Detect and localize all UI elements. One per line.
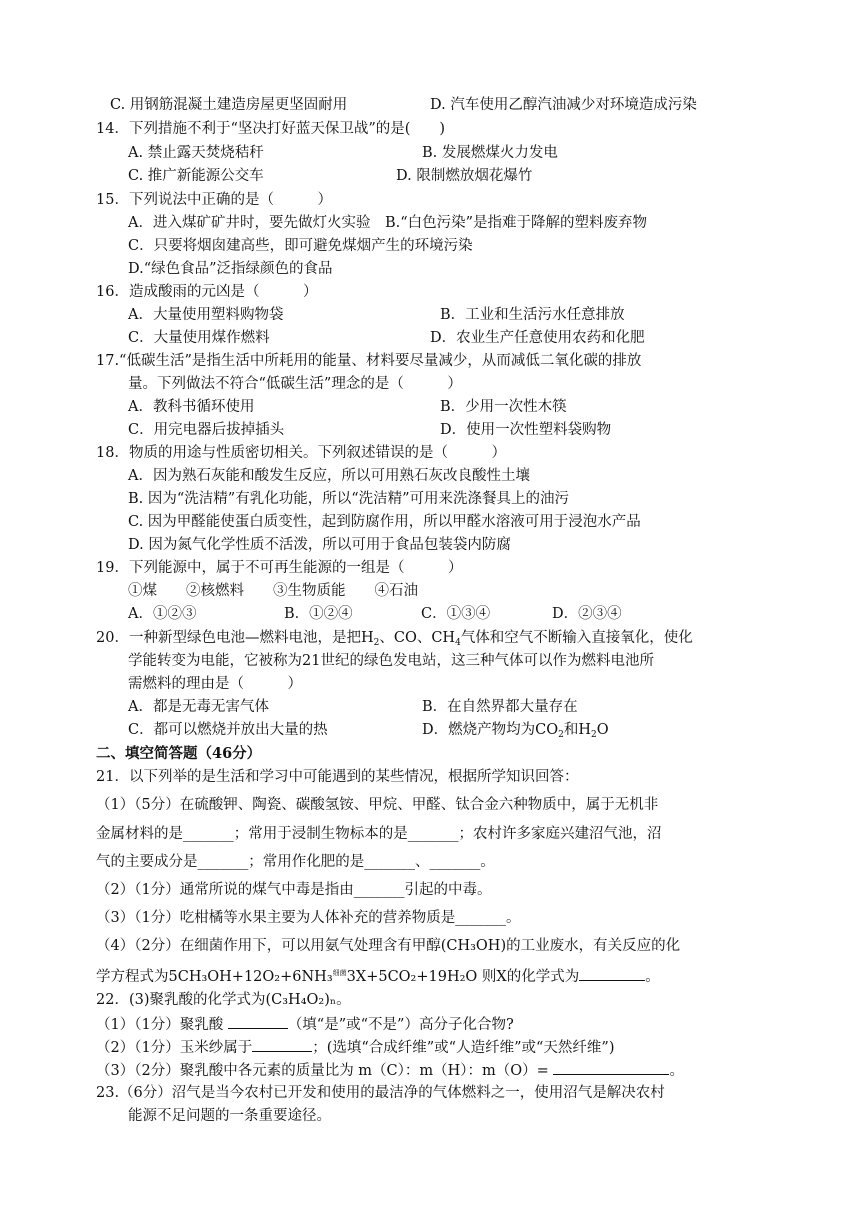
q17-option-a: A．教科书循环使用 [128, 399, 255, 415]
q16-stem: 16．造成酸雨的元凶是（ ） [96, 284, 318, 300]
q21-part1-line2: 金属材料的是_______；常用于浸制生物标本的是_______；农村许多家庭兴建沼气池，沼 [96, 826, 662, 842]
q13-option-d: D. 汽车使用乙醇汽油减少对环境造成污染 [430, 97, 697, 113]
q21-stem: 21．以下列举的是生活和学习中可能遇到的某些情况，根据所学知识回答： [96, 769, 579, 785]
q20-stem-line3: 需燃料的理由是（ ） [128, 676, 302, 692]
q22-part2-hint: ；(选填“合成纤维”或“人造纤维”或“天然纤维”) [312, 1040, 615, 1056]
q14-option-c: C. 推广新能源公交车 [128, 168, 264, 184]
q21-part4-line2 [96, 963, 660, 987]
q21-answer-blank[interactable] [579, 966, 645, 981]
q21-part4-line1: （4）（2分）在细菌作用下，可以用氨气处理含有甲醇(CH₃OH)的工业废水，有关反应的化 [96, 938, 681, 954]
q15-options-ab: A．进入煤矿矿井时，要先做灯火实验 B.“白色污染”是指难于降解的塑料废弃物 [128, 215, 648, 231]
q18-option-a: A．因为熟石灰能和酸发生反应，所以可用熟石灰改良酸性土壤 [128, 468, 530, 484]
section-2-heading: 二、填空简答题（46分） [96, 745, 262, 762]
q15-option-d: D.“绿色食品”泛指绿颜色的食品 [128, 261, 333, 277]
q17-option-b: B．少用一次性木筷 [440, 399, 567, 415]
q22-part1-text: （1）（1分）聚乳酸 [96, 1017, 224, 1033]
q13-option-c: C. 用钢筋混凝土建造房屋更坚固耐用 [110, 97, 348, 113]
q22-part1-blank[interactable] [228, 1014, 288, 1029]
q20-option-a: A．都是无毒无害气体 [128, 699, 269, 715]
q22-part1-hint: （填“是”或“不是”）高分子化合物? [287, 1017, 514, 1033]
q19-option-a: A．①②③ [128, 606, 197, 622]
q16-option-a: A．大量使用塑料购物袋 [128, 307, 284, 323]
q23-stem-line2: 能源不足问题的一条重要途径。 [128, 1108, 331, 1124]
q21-part2: （2）（1分）通常所说的煤气中毒是指由_______引起的中毒。 [96, 882, 492, 898]
q21-part3: （3）（1分）吃柑橘等水果主要为人体补充的营养物质是_______。 [96, 910, 521, 926]
q20-option-d-part1: D．燃烧产物均为CO [422, 722, 559, 738]
q14-option-d: D. 限制燃放烟花爆竹 [396, 168, 533, 184]
q22-part3-blank[interactable] [553, 1060, 669, 1075]
q21-part1-line3: 气的主要成分是_______；常用作化肥的是_______、_______。 [96, 854, 495, 870]
q22-part3-end: 。 [669, 1063, 684, 1079]
q19-option-b: B．①②④ [284, 606, 353, 622]
q21-part4-end: 。 [645, 969, 660, 985]
q18-stem: 18．物质的用途与性质密切相关。下列叙述错误的是（ ） [96, 445, 506, 461]
q15-option-c: C．只要将烟囱建高些，即可避免煤烟产生的环境污染 [128, 238, 473, 254]
q20-stem-part1: 20．一种新型绿色电池—燃料电池，是把H [96, 630, 374, 646]
q23-stem-line1: 23.（6分）沼气是当今农村已开发和使用的最洁净的气体燃料之一，使用沼气是解决农村 [96, 1085, 665, 1101]
q22-stem: 22．(3)聚乳酸的化学式为(C₃H₄O₂)ₙ。 [96, 992, 351, 1008]
q22-part2-text: （2）（1分）玉米纱属于 [96, 1040, 253, 1056]
q22-part3-text: （3）（2分）聚乳酸中各元素的质量比为 m（C）：m（H）：m（O）= [96, 1063, 549, 1079]
q17-option-c: C．用完电器后拔掉插头 [128, 422, 285, 438]
q16-option-d: D．农业生产任意使用农药和化肥 [430, 330, 645, 346]
q15-stem: 15．下列说法中正确的是（ ） [96, 192, 332, 208]
q18-option-d: D. 因为氮气化学性质不活泼，所以可用于食品包装袋内防腐 [128, 537, 511, 553]
q20-option-b: B．在自然界都大量存在 [422, 699, 578, 715]
q22-part1 [96, 1014, 514, 1035]
q22-part2-blank[interactable] [252, 1037, 312, 1052]
q22-part3 [96, 1060, 684, 1081]
q16-option-c: C．大量使用煤作燃料 [128, 330, 270, 346]
q14-option-b: B. 发展燃煤火力发电 [422, 145, 558, 161]
q19-option-d: D．②③④ [552, 606, 622, 622]
q20-stem-line2: 学能转变为电能，它被称为21世纪的绿色发电站，这三种气体可以作为燃料电池所 [128, 653, 654, 669]
q20-option-d-part3: O [596, 722, 609, 738]
q18-option-c: C. 因为甲醛能使蛋白质变性，起到防腐作用，所以甲醛水溶液可用于浸泡水产品 [128, 514, 641, 530]
q20-stem-part3: 气体和空气不断输入直接氧化，使化 [460, 630, 693, 646]
q22-part2 [96, 1037, 615, 1058]
q21-equation-left: 学方程式为5CH₃OH+12O₂+6NH₃ [96, 969, 333, 985]
q21-part1-line1: （1）（5分）在硫酸钾、陶瓷、碳酸氢铵、甲烷、甲醛、钛合金六种物质中，属于无机非 [96, 797, 659, 813]
q19-items: ①煤 ②核燃料 ③生物质能 ④石油 [128, 583, 418, 599]
q20-stem-part2: 、CO、CH [379, 630, 456, 646]
q17-option-d: D．使用一次性塑料袋购物 [440, 422, 612, 438]
q20-option-c: C．都可以燃烧并放出大量的热 [128, 722, 328, 738]
q21-equation-right: 3X+5CO₂+19H₂O 则X的化学式为 [346, 969, 580, 985]
q14-stem: 14．下列措施不利于“坚决打好蓝天保卫战”的是( ) [96, 121, 446, 137]
q17-stem-line2: 量。下列做法不符合“低碳生活”理念的是（ ） [128, 376, 462, 392]
q21-equation-condition: 细菌 [332, 969, 347, 977]
q17-stem-line1: 17.“低碳生活”是指生活中所耗用的能量、材料要尽量减少，从而减低二氧化碳的排放 [96, 353, 642, 369]
q18-option-b: B. 因为“洗洁精”有乳化功能，所以“洗洁精”可用来洗涤餐具上的油污 [128, 491, 570, 507]
q20-option-d-part2: 和H [563, 722, 591, 738]
q19-stem: 19．下列能源中，属于不可再生能源的一组是（ ） [96, 560, 463, 576]
q20-option-d: D．燃烧产物均为$CO_2$和$H_2O$ [422, 722, 609, 740]
q19-option-c: C．①③④ [421, 606, 491, 622]
q14-option-a: A. 禁止露天焚烧秸秆 [128, 145, 264, 161]
q16-option-b: B．工业和生活污水任意排放 [440, 307, 625, 323]
q20-stem-line1: 20．一种新型绿色电池—燃料电池，是把$H_2$、CO、$CH_4$气体和空气不断输入直接氧化，使化 [96, 630, 693, 648]
